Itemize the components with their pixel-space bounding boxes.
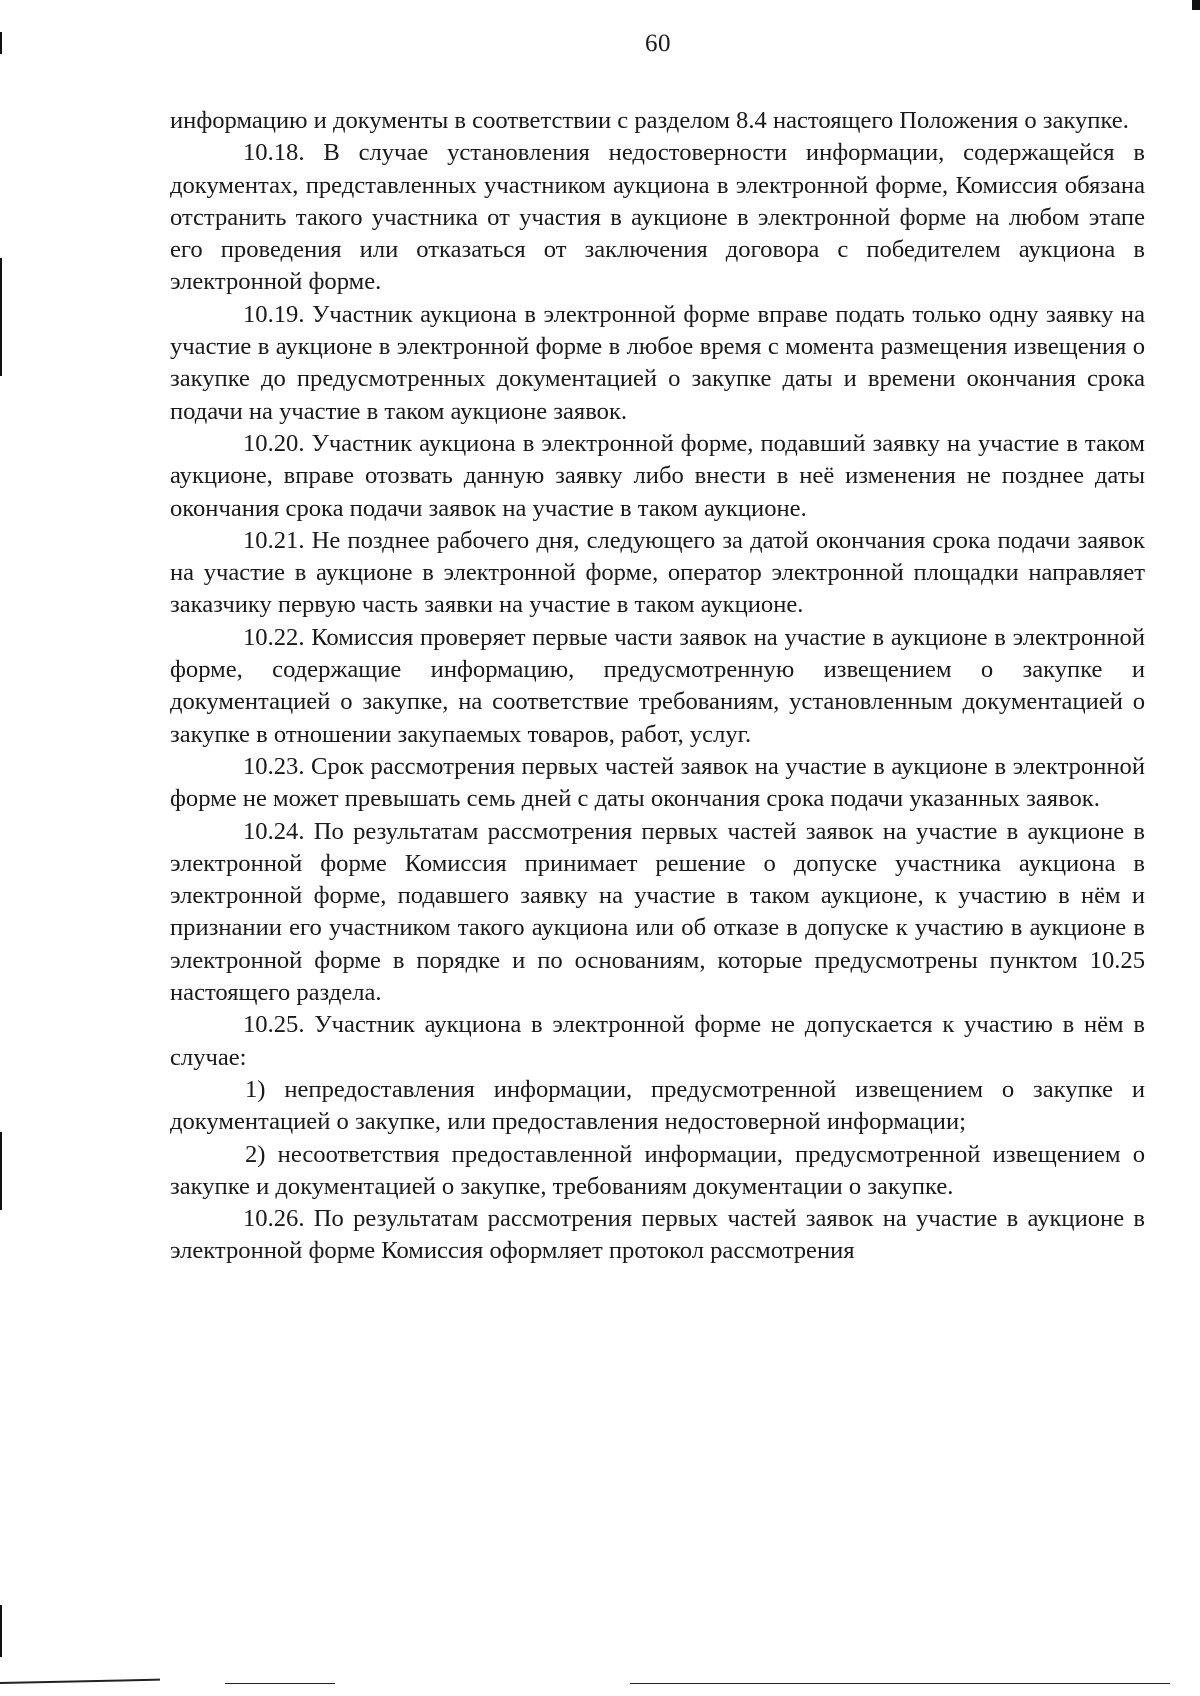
list-item-2: 2) несоответствия предоставленной информации, предусмотренной извещением о закупке и документацией о закупке, требованиям документации о закупке. <box>170 1140 1145 1200</box>
list-item-1: 1) непредоставления информации, предусмотренной извещением о закупке и документацией о закупке, или предоставления недостоверной информации; <box>170 1075 1145 1136</box>
paragraph-continuation: информацию и документы в соответствии с разделом 8.4 настоящего Положения о закупке. <box>170 107 1129 134</box>
paragraph-10-22: 10.22. Комиссия проверяет первые части заявок на участие в аукционе в электронной форме, содержащие информацию, предусмотренную извещением о закупке и документацией о закупке, на соответствие требованиям, установленным документацией о закупке в отношении закупаемых товаров, работ, услуг. <box>170 623 1145 748</box>
paragraph-10-20: 10.20. Участник аукциона в электронной форме, подавший заявку на участие в таком аукционе, вправе отозвать данную заявку либо внести в неё изменения не позднее даты окончания срока подачи заявок на участие в таком аукционе. <box>170 429 1145 522</box>
page-number: 60 <box>645 30 671 57</box>
scan-mark-left-4 <box>0 1605 2 1657</box>
paragraph-10-21: 10.21. Не позднее рабочего дня, следующего за датой окончания срока подачи заявок на участие в аукционе в электронной форме, оператор электронной площадки направляет заказчику первую часть заявки на участие в таком аукционе. <box>170 526 1145 619</box>
scan-bottom-line-right <box>630 1683 1170 1684</box>
scan-mark-left-3 <box>0 1132 2 1210</box>
scan-bottom-line-left <box>0 1679 160 1684</box>
scan-mark-top-right <box>1192 0 1200 10</box>
paragraph-10-19: 10.19. Участник аукциона в электронной форме вправе подать только одну заявку на участие в аукционе в электронной форме в любое время с момента размещения извещения о закупке до предусмотренных документацией о закупке даты и времени окончания срока подачи на участие в таком аукционе заявок. <box>170 300 1145 425</box>
paragraph-10-18: 10.18. В случае установления недостоверности информации, содержащейся в документах, представленных участником аукциона в электронной форме, Комиссия обязана отстранить такого участника от участия в аукционе в электронной форме на любом этапе его проведения или отказаться от заключения договора с победителем аукциона в электронной форме. <box>170 139 1145 296</box>
paragraph-10-25: 10.25. Участник аукциона в электронной форме не допускается к участию в нём в случае: <box>170 1011 1145 1071</box>
scan-mark-left-2 <box>0 258 2 376</box>
paragraph-10-24: 10.24. По результатам рассмотрения первых частей заявок на участие в аукционе в электронной форме Комиссия принимает решение о допуске участника аукциона в электронной форме, подавшего заявку на участие в таком аукционе, к участию в нём и признании его участником такого аукциона или об отказе в допуске к участию в аукционе в электронной форме в порядке и по основаниям, которые предусмотрены пунктом 10.25 настоящего раздела. <box>170 817 1145 1007</box>
scan-bottom-line-mid <box>225 1683 335 1684</box>
paragraph-10-26: 10.26. По результатам рассмотрения первых частей заявок на участие в аукционе в электронной форме Комиссия оформляет протокол рассмотрения <box>170 1205 1145 1265</box>
paragraph-10-23: 10.23. Срок рассмотрения первых частей заявок на участие в аукционе в электронной форме не может превышать семь дней с даты окончания срока подачи указанных заявок. <box>170 752 1145 813</box>
document-body <box>170 105 1145 1268</box>
